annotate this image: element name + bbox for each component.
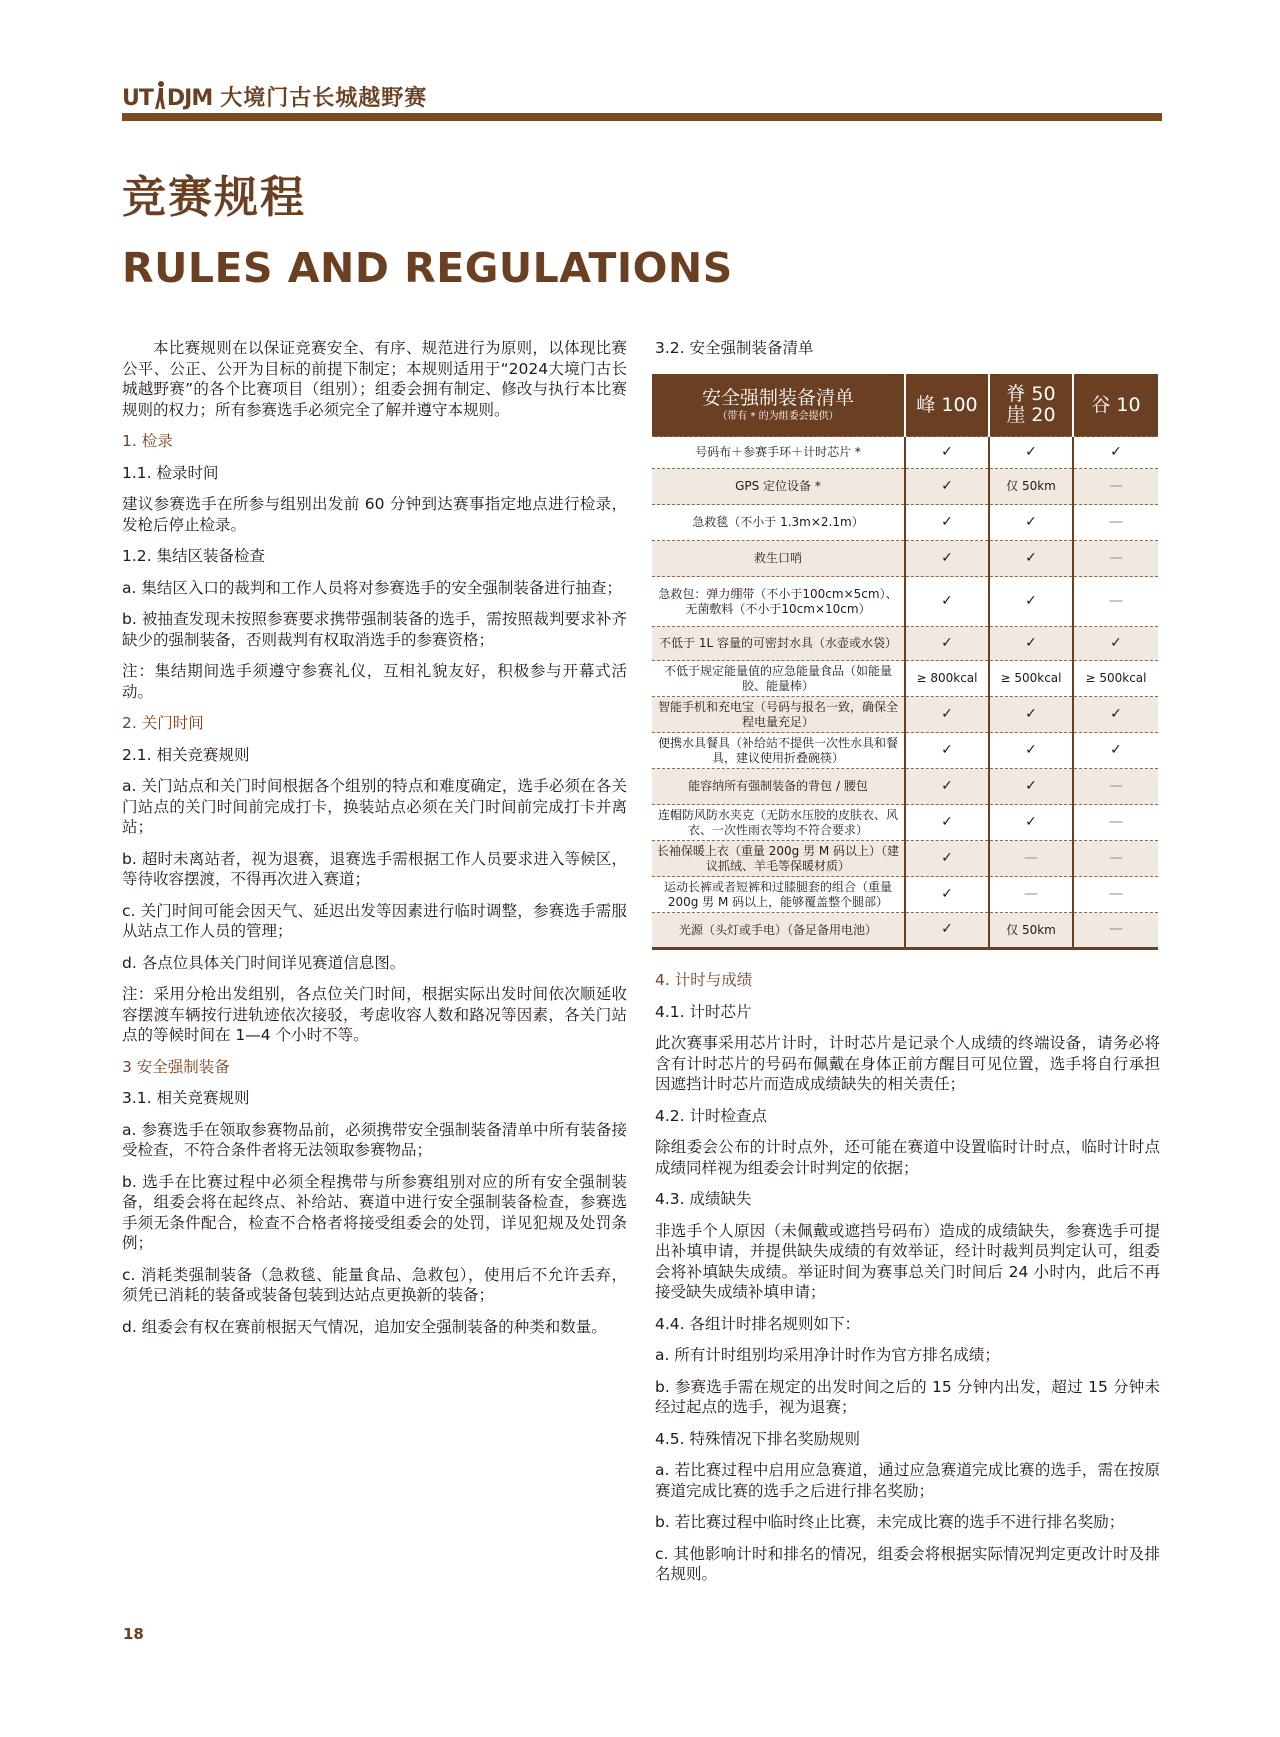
section-heading: 4. 计时与成绩 [655, 971, 753, 989]
table-cell: — [1073, 769, 1158, 805]
table-cell: ✓ [905, 769, 989, 805]
table-cell: ✓ [905, 805, 989, 841]
table-cell: ✓ [905, 541, 989, 577]
subsection-heading: 1.1. 检录时间 [122, 463, 219, 482]
table-row [652, 805, 1158, 841]
paragraph: a. 集结区入口的裁判和工作人员将对参赛选手的安全强制装备进行抽查； [122, 578, 622, 597]
table-cell: ✓ [989, 577, 1073, 627]
table-cell: ≥ 800kcal [905, 661, 989, 697]
subsection-heading: 1.2. 集结区装备检查 [122, 547, 266, 565]
table-cell: ✓ [1073, 733, 1158, 769]
table-header-group-feng100: 峰 100 [905, 374, 989, 437]
table-cell: 仅 50km [989, 913, 1073, 949]
subsection-heading: 2.1. 相关竞赛规则 [122, 745, 250, 764]
table-cell: ✓ [905, 505, 989, 541]
page-header [122, 70, 427, 110]
paragraph: 除组委会公布的计时点外，还可能在赛道中设置临时计时点，临时计时点成绩同样视为组委会计时判定的依据； [655, 1138, 1160, 1177]
paragraph: c. 其他影响计时和排名的情况，组委会将根据实际情况判定更改计时及排名规则。 [655, 1544, 1160, 1583]
table-cell: — [1073, 805, 1158, 841]
table-cell: ✓ [1073, 437, 1158, 469]
table-cell: — [989, 841, 1073, 877]
section-heading: 3 安全强制装备 [122, 1057, 230, 1076]
table-cell: — [1073, 541, 1158, 577]
equipment-table [652, 374, 1158, 950]
paragraph: a. 若比赛过程中启用应急赛道，通过应急赛道完成比赛的选手，需在按原赛道完成比赛的选手之后进行排名奖励； [655, 1461, 1160, 1500]
subsection-heading: 4.5. 特殊情况下排名奖励规则 [655, 1429, 861, 1448]
table-cell: — [1073, 841, 1158, 877]
table-row [652, 627, 1158, 661]
left-column [122, 338, 627, 1348]
table-cell-item: 连帽防风防水夹克（无防水压胶的皮肤衣、风衣、一次性雨衣等均不符合要求） [652, 805, 905, 841]
table-cell: ✓ [1073, 697, 1158, 733]
subsection-heading: 4.2. 计时检查点 [655, 1106, 768, 1125]
subsection-heading: 4.4. 各组计时排名规则如下： [655, 1314, 861, 1333]
table-row [652, 437, 1158, 469]
table-header-group-gu10: 谷 10 [1073, 374, 1158, 437]
table-cell: ✓ [989, 505, 1073, 541]
table-cell: ✓ [989, 437, 1073, 469]
paragraph: 建议参赛选手在所参与组别出发前 60 分钟到达赛事指定地点进行检录，发枪后停止检录。 [122, 495, 627, 534]
event-logo [122, 80, 212, 110]
logo-text-ut: UT [122, 86, 153, 111]
table-row [652, 661, 1158, 697]
section-heading: 1. 检录 [122, 432, 173, 450]
table-cell: — [1073, 913, 1158, 949]
table-cell: ✓ [905, 437, 989, 469]
table-cell: ✓ [905, 733, 989, 769]
paragraph: a. 参赛选手在领取参赛物品前，必须携带安全强制装备清单中所有装备接受检查，不符合条件者将无法领取参赛物品； [122, 1120, 627, 1159]
table-cell-item: 便携水具餐具（补给站不提供一次性水具和餐具，建议使用折叠碗筷） [652, 733, 905, 769]
table-cell: ✓ [905, 469, 989, 505]
table-cell-item: 智能手机和充电宝（号码与报名一致，确保全程电量充足） [652, 697, 905, 733]
runner-icon [154, 80, 166, 110]
table-cell-item: 运动长裤或者短裤和过膝腿套的组合（重量 200g 男 M 码以上，能够覆盖整个腿部） [652, 877, 905, 913]
table-row [652, 877, 1158, 913]
table-cell: ≥ 500kcal [1073, 661, 1158, 697]
table-row [652, 505, 1158, 541]
table-cell: ✓ [989, 697, 1073, 733]
table-row [652, 913, 1158, 949]
paragraph: a. 所有计时组别均采用净计时作为官方排名成绩； [655, 1346, 1000, 1364]
table-cell: — [1073, 577, 1158, 627]
table-cell: ✓ [989, 769, 1073, 805]
paragraph: c. 关门时间可能会因天气、延迟出发等因素进行临时调整，参赛选手需服从站点工作人员的管理； [122, 901, 627, 940]
table-cell-item: 急救毯（不小于 1.3m×2.1m） [652, 505, 905, 541]
table-cell-item: 光源（头灯或手电）（备足备用电池） [652, 913, 905, 949]
table-cell: — [1073, 469, 1158, 505]
page-title-en: RULES AND REGULATIONS [122, 244, 733, 292]
header-divider [122, 113, 1162, 121]
paragraph: b. 参赛选手需在规定的出发时间之后的 15 分钟内出发，超过 15 分钟未经过起点的选手，视为退赛； [655, 1377, 1160, 1416]
table-row [652, 577, 1158, 627]
page-number: 18 [123, 1625, 144, 1643]
note-paragraph: 注：采用分枪出发组别，各点位关门时间，根据实际出发时间依次顺延收容摆渡车辆按行进轨迹依次接驳，考虑收容人数和路况等因素，各关门站点的等候时间在 1—4 个小时不等。 [122, 985, 627, 1044]
table-row [652, 769, 1158, 805]
table-cell-item: GPS 定位设备 * [652, 469, 905, 505]
subsection-heading: 3.1. 相关竞赛规则 [122, 1089, 250, 1107]
table-cell-item: 急救包：弹力绷带（不小于100cm×5cm）、无菌敷料（不小于10cm×10cm） [652, 577, 905, 627]
table-header-item: 安全强制装备清单 （带有 * 的为组委会提供） [652, 374, 905, 437]
paragraph: c. 消耗类强制装备（急救毯、能量食品、急救包），使用后不允许丢弃，须凭已消耗的装备或装备包装到达站点更换新的装备； [122, 1265, 627, 1304]
table-cell: ≥ 500kcal [989, 661, 1073, 697]
table-cell: — [1073, 877, 1158, 913]
table-cell: ✓ [905, 697, 989, 733]
table-cell: ✓ [905, 841, 989, 877]
intro-paragraph: 本比赛规则在以保证竞赛安全、有序、规范进行为原则，以体现比赛公平、公正、公开为目标的前提下制定；本规则适用于“2024大境门古长城越野赛”的各个比赛项目（组别）；组委会拥有制定、修改与执行本比赛规则的权力；所有参赛选手必须完全了解并遵守本规则。 [122, 339, 627, 419]
table-cell: ✓ [905, 577, 989, 627]
section-heading: 2. 关门时间 [122, 714, 204, 732]
table-cell-item: 能容纳所有强制装备的背包 / 腰包 [652, 769, 905, 805]
table-cell-item: 不低于 1L 容量的可密封水具（水壶或水袋） [652, 627, 905, 661]
subsection-heading: 4.3. 成绩缺失 [655, 1190, 752, 1208]
paragraph: d. 组委会有权在赛前根据天气情况，追加安全强制装备的种类和数量。 [122, 1317, 607, 1336]
table-cell: ✓ [905, 877, 989, 913]
event-title: 大境门古长城越野赛 [220, 86, 428, 111]
table-header-group-ji50-ya20: 脊 50 崖 20 [989, 374, 1073, 437]
equipment-table-wrap [652, 374, 1158, 950]
paragraph: b. 超时未离站者，视为退赛，退赛选手需根据工作人员要求进入等候区，等待收容摆渡，不得再次进入赛道； [122, 849, 627, 888]
paragraph: b. 若比赛过程中临时终止比赛，未完成比赛的选手不进行排名奖励； [655, 1513, 1125, 1531]
page-title-cn: 竞赛规程 [122, 172, 306, 223]
paragraph: 非选手个人原因（未佩戴或遮挡号码布）造成的成绩缺失，参赛选手可提出补填申请，并提供缺失成绩的有效举证，经计时裁判员判定认可，组委会将补填缺失成绩。举证时间为赛事总关门时间后 24 小时内，此后不再接受缺失成绩补填申请； [655, 1221, 1160, 1301]
table-row [652, 697, 1158, 733]
right-column [655, 338, 1160, 370]
table-cell: — [989, 877, 1073, 913]
paragraph: b. 被抽查发现未按照参赛要求携带强制装备的选手，需按照裁判要求补齐缺少的强制装备，否则裁判有权取消选手的参赛资格； [122, 610, 627, 649]
subsection-heading: 3.2. 安全强制装备清单 [655, 339, 814, 357]
table-cell-item: 号码布＋参赛手环＋计时芯片 * [652, 437, 905, 469]
table-row [652, 841, 1158, 877]
table-cell: — [1073, 505, 1158, 541]
table-cell: ✓ [989, 541, 1073, 577]
table-cell: ✓ [989, 627, 1073, 661]
table-cell: ✓ [905, 913, 989, 949]
table-cell: ✓ [905, 627, 989, 661]
table-cell-item: 不低于规定能量值的应急能量食品（如能量胶、能量棒） [652, 661, 905, 697]
table-cell: 仅 50km [989, 469, 1073, 505]
table-row [652, 733, 1158, 769]
paragraph: d. 各点位具体关门时间详见赛道信息图。 [122, 953, 406, 972]
paragraph: b. 选手在比赛过程中必须全程携带与所参赛组别对应的所有安全强制装备，组委会将在起终点、补给站、赛道中进行安全强制装备检查，参赛选手须无条件配合，检查不合格者将接受组委会的处罚，详见犯规及处罚条例； [122, 1172, 627, 1252]
table-cell: ✓ [989, 805, 1073, 841]
table-cell-item: 长袖保暖上衣（重量 200g 男 M 码以上）（建议抓绒、羊毛等保暖材质） [652, 841, 905, 877]
paragraph: a. 关门站点和关门时间根据各个组别的特点和难度确定，选手必须在各关门站点的关门时间前完成打卡，换装站点必须在关门时间前完成打卡并离站； [122, 777, 627, 836]
table-cell: ✓ [989, 733, 1073, 769]
subsection-heading: 4.1. 计时芯片 [655, 1002, 752, 1021]
table-cell-item: 救生口哨 [652, 541, 905, 577]
logo-text-djm: DJM [166, 86, 213, 111]
table-header-row [652, 374, 1158, 437]
note-paragraph: 注：集结期间选手须遵守参赛礼仪，互相礼貌友好，积极参与开幕式活动。 [122, 662, 627, 701]
table-row [652, 469, 1158, 505]
table-row [652, 541, 1158, 577]
paragraph: 此次赛事采用芯片计时，计时芯片是记录个人成绩的终端设备，请务必将含有计时芯片的号码布佩戴在身体正前方醒目可见位置，选手将自行承担因遮挡计时芯片而造成成绩缺失的相关责任； [655, 1034, 1160, 1093]
right-column-lower [655, 970, 1160, 1596]
table-cell: ✓ [1073, 627, 1158, 661]
